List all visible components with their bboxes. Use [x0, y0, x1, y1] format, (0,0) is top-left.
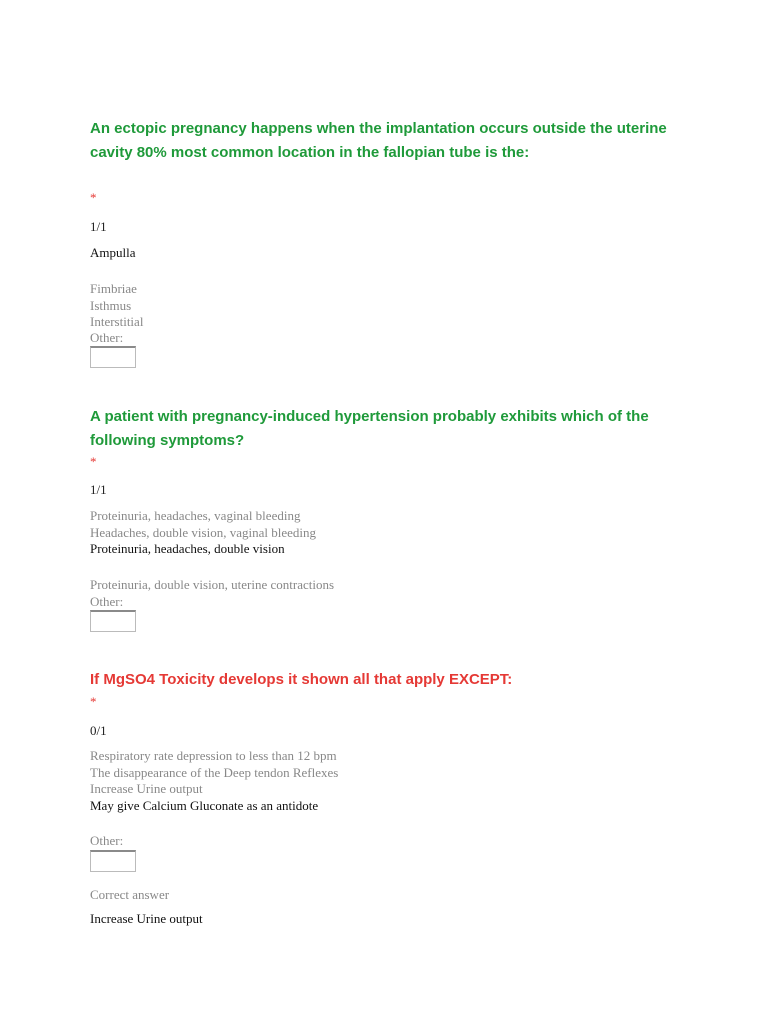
question-1-option-selected[interactable]: Ampulla: [90, 245, 136, 260]
required-mark: *: [90, 454, 97, 469]
question-1-option[interactable]: Isthmus: [90, 297, 132, 313]
question-1-option[interactable]: Interstitial: [90, 314, 144, 330]
question-3-score: 0/1: [90, 723, 107, 738]
question-1-other-input[interactable]: [90, 346, 136, 368]
question-3-option[interactable]: Respiratory rate depression to less than 12 bpm: [90, 748, 337, 763]
question-2-score: 1/1: [90, 482, 107, 497]
other-label: Other:: [90, 330, 124, 345]
question-2-option[interactable]: Headaches, double vision, vaginal bleeding: [90, 524, 316, 540]
question-2-option[interactable]: Proteinuria, double vision, uterine contractions: [90, 577, 335, 592]
question-3-title: If MgSO4 Toxicity develops it shown all that apply EXCEPT:: [90, 671, 513, 688]
question-1-option[interactable]: Fimbriae: [90, 281, 137, 296]
correct-answer-value: Increase Urine output: [90, 911, 203, 926]
question-3-other-input[interactable]: [90, 850, 136, 872]
question-3-option[interactable]: The disappearance of the Deep tendon Reflexes: [90, 764, 339, 780]
other-label: Other:: [90, 833, 124, 848]
question-3-option-selected[interactable]: May give Calcium Gluconate as an antidote: [90, 797, 319, 813]
question-2-title: A patient with pregnancy-induced hypertension probably exhibits which of the following symptoms?: [90, 408, 649, 449]
question-2-option-selected[interactable]: Proteinuria, headaches, double vision: [90, 541, 285, 557]
question-2-option[interactable]: Proteinuria, headaches, vaginal bleeding: [90, 508, 301, 523]
question-1-title: An ectopic pregnancy happens when the implantation occurs outside the uterine cavity 80% most common location in the fallopian tube is the:: [90, 120, 667, 161]
question-1-score: 1/1: [90, 219, 107, 234]
question-3-option[interactable]: Increase Urine output: [90, 781, 203, 797]
question-2-other-input[interactable]: [90, 610, 136, 632]
correct-answer-label: Correct answer: [90, 887, 170, 902]
required-mark: *: [90, 190, 97, 205]
required-mark: *: [90, 694, 97, 709]
other-label: Other:: [90, 593, 124, 609]
